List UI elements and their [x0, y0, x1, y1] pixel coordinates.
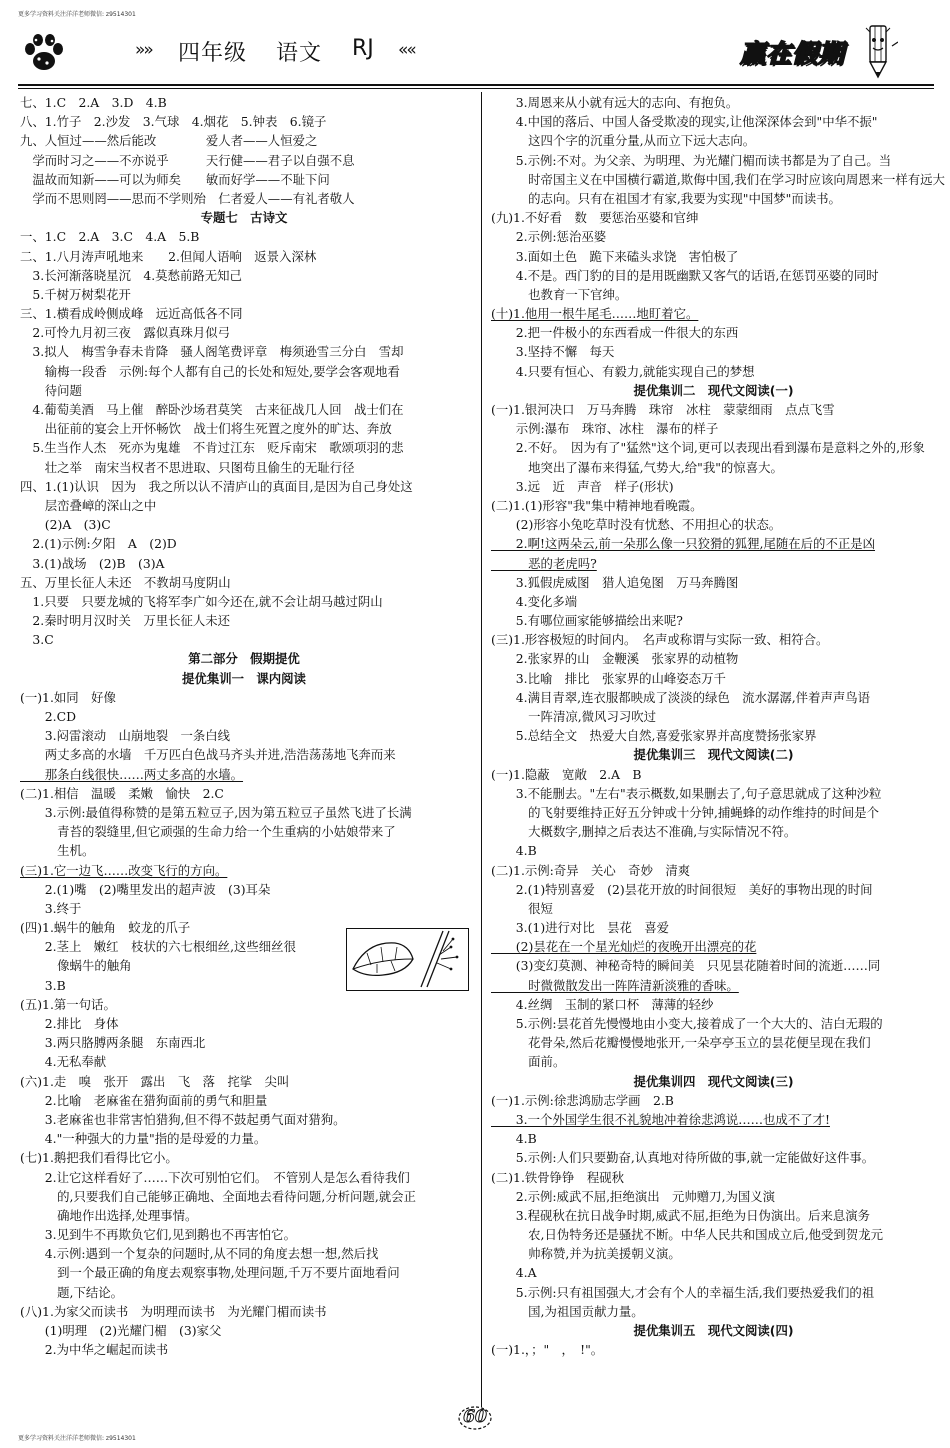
answer-line [20, 1321, 468, 1340]
answer-text: 2.排比 身体 [20, 1016, 119, 1031]
answer-text: 3.长河渐落晓星沉 4.莫愁前路无知己 [20, 267, 242, 283]
answer-line [491, 937, 936, 956]
answer-line [491, 247, 936, 266]
answer-text: 3.不能删去。"左右"表示概数,如果删去了,句子意思就成了这种沙粒 [491, 785, 882, 801]
answer-line [491, 1225, 936, 1244]
answer-text: 5.示例:人们只要勤奋,认真地对待所做的事,就一定能做好这件事。 [491, 1150, 875, 1166]
answer-text: 题,下结论。 [20, 1284, 124, 1300]
answer-line [20, 1244, 468, 1263]
answer-line [491, 630, 936, 649]
answer-text: 那条白线很快……两丈多高的水墙。 [20, 766, 244, 782]
answer-line [491, 112, 936, 131]
header-rule-thin [18, 88, 934, 89]
answer-text: (1)明理 (2)光耀门楣 (3)家父 [20, 1323, 222, 1338]
answer-line [491, 784, 936, 803]
answer-text: 生机。 [20, 843, 95, 859]
answer-line [20, 1033, 468, 1052]
answer-text: (四)1.蜗牛的触角 蛟龙的爪子 [20, 920, 191, 936]
answer-text: 4.满目青翠,连衣服都映成了淡淡的绿色 流水潺潺,伴着声声鸟语 [491, 689, 871, 705]
answer-text: 3.程砚秋在抗日战争时期,威武不屈,拒绝为日伪演出。后来息演务 [491, 1207, 871, 1223]
answer-line [20, 342, 468, 361]
answer-text: 2.张家界的山 金鞭溪 张家界的动植物 [491, 651, 739, 667]
answer-line [20, 899, 468, 918]
answer-text: 2.茎上 嫩红 枝状的六七根细丝,这些细丝很 [20, 939, 296, 955]
answer-line [491, 1263, 936, 1282]
answer-line [20, 995, 468, 1014]
answer-text: 的,只要我们自己能够正确地、全面地去看待问题,分析问题,就会正 [20, 1188, 416, 1204]
column-divider [481, 92, 482, 1407]
answer-line [20, 573, 468, 592]
answer-line [491, 1244, 936, 1263]
answer-line [491, 151, 936, 170]
answer-text: 2.(1)特别喜爱 (2)昙花开放的时间很短 美好的事物出现的时间 [491, 881, 873, 897]
answer-line [20, 247, 468, 266]
answer-text: (二)1.示例:奇异 关心 奇妙 清爽 [491, 862, 691, 878]
answer-line [491, 266, 936, 285]
answer-text: 2.示例:威武不屈,拒绝演出 元帅赠刀,为国义演 [491, 1188, 776, 1204]
answer-text: 大概数字,删掉之后表达不准确,与实际情况不符。 [491, 824, 797, 840]
answer-text: (一)1.如同 好像 [20, 689, 116, 705]
answer-text: 4.示例:遇到一个复杂的问题时,从不同的角度去想一想,然后找 [20, 1246, 379, 1262]
answer-line [20, 131, 468, 150]
answer-line [20, 1187, 468, 1206]
answer-line [20, 707, 468, 726]
answer-line [491, 649, 936, 668]
answer-text: 5.有哪位画家能够描绘出来呢? [491, 613, 683, 629]
answer-line [20, 726, 468, 745]
answer-line [20, 227, 468, 246]
answer-text: 4.中国的落后、中国人备受欺凌的现实,让他深深体会到"中华不振" [491, 114, 878, 130]
answer-line [491, 285, 936, 304]
answer-line [20, 266, 468, 285]
answer-text: 3.周恩来从小就有远大的志向、有抱负。 [491, 95, 739, 110]
answer-text: 地突出了瀑布来得猛,气势大,给"我"的惊喜大。 [491, 459, 783, 475]
answer-text: (一)1.银河决口 万马奔腾 珠帘 冰柱 蒙蒙细雨 点点飞雪 [491, 402, 835, 417]
answer-text: 二、1.八月涛声吼地来 2.但闻人语响 返景入深林 [20, 248, 317, 264]
answer-line [491, 438, 936, 457]
section-heading [491, 745, 936, 764]
answer-text: 3.见到牛不再欺负它们,见到鹅也不再害怕它。 [20, 1227, 296, 1243]
page-number: 60 [463, 1407, 487, 1427]
answer-line [20, 880, 468, 899]
answer-line [20, 765, 468, 784]
answer-line [20, 1283, 468, 1302]
answer-text: (三)1.形容极短的时间内。 名声或称谓与实际一致、相符合。 [491, 632, 829, 648]
answer-text: 时帝国主义在中国横行霸道,欺侮中国,我们在学习时应该向周恩来一样有远大 [491, 171, 945, 187]
answer-text: 2.让它这样看好了……下次可别怕它们。 不管别人是怎么看待我们 [20, 1169, 410, 1185]
answer-text: 3.终于 [20, 900, 82, 916]
answer-line [20, 1129, 468, 1148]
answer-text: 3.老麻雀也非常害怕猎狗,但不得不鼓起勇气面对猎狗。 [20, 1111, 346, 1127]
answer-line [491, 304, 936, 323]
brand-logo: 赢在假期 [740, 39, 845, 68]
answer-line [491, 1168, 936, 1187]
answer-line [491, 342, 936, 361]
answer-text: 3.远 近 声音 样子(形状) [491, 478, 674, 494]
answer-line [491, 669, 936, 688]
answer-text: 3.拟人 梅雪争春未肯降 骚人阁笔费评章 梅须逊雪三分白 雪却 [20, 344, 404, 360]
answer-line [20, 592, 468, 611]
answer-line [20, 189, 468, 208]
decorative-arrows-right: «« [398, 40, 415, 60]
answer-line [20, 1206, 468, 1225]
answer-line [491, 1283, 936, 1302]
left-column [20, 93, 468, 1359]
answer-line [491, 803, 936, 822]
answer-line [491, 1052, 936, 1071]
section-heading [20, 669, 468, 688]
section-heading [491, 1072, 936, 1091]
answer-line [20, 496, 468, 515]
answer-line [20, 1168, 468, 1187]
answer-text: 八、1.竹子 2.沙发 3.气球 4.烟花 5.钟表 6.镜子 [20, 114, 327, 130]
answer-text: 4.只要有恒心、有毅力,就能实现自己的梦想 [491, 363, 755, 379]
answer-text: 五、万里长征人未还 不教胡马度阴山 [20, 574, 231, 590]
answer-line [491, 688, 936, 707]
answer-text: 4.B [491, 1131, 537, 1147]
answer-text: 3.两只胳膊两条腿 东南西北 [20, 1035, 206, 1051]
answer-line [20, 170, 468, 189]
answer-line [20, 112, 468, 131]
answer-text: (2)A (3)C [20, 517, 111, 533]
answer-line [20, 458, 468, 477]
answer-text: 提优集训一 课内阅读 [182, 670, 306, 686]
answer-text: 1.只要 只要龙城的飞将军李广如今还在,就不会让胡马越过阴山 [20, 593, 383, 609]
answer-text: 2.可怜九月初三夜 露似真珠月似弓 [20, 325, 231, 341]
answer-line [20, 1225, 468, 1244]
answer-text: 3.比喻 排比 张家界的山峰姿态万千 [491, 670, 726, 686]
answer-line [491, 1148, 936, 1167]
answer-line [491, 956, 936, 975]
answer-line [20, 534, 468, 553]
answer-text: 到一个最正确的角度去观察事物,处理问题,千万不要片面地看问 [20, 1265, 400, 1281]
answer-line [491, 976, 936, 995]
answer-line [491, 189, 936, 208]
answer-text: 4.葡萄美酒 马上催 醉卧沙场君莫笑 古来征战几人回 战士们在 [20, 402, 404, 417]
subject-label: 语文 [276, 41, 323, 66]
answer-text: 3.示例:最值得称赞的是第五粒豆子,因为第五粒豆子虽然飞进了长满 [20, 804, 412, 820]
answer-text: 一阵清凉,微风习习吹过 [491, 709, 657, 724]
answer-text: 输梅一段香 示例:每个人都有自己的长处和短处,要学会客观地看 [20, 363, 400, 379]
answer-text: 4.A [491, 1265, 537, 1281]
answer-line [20, 1091, 468, 1110]
right-column [491, 93, 945, 1359]
answer-text: 专题七 古诗文 [200, 210, 288, 226]
answer-text: 国,为祖国贡献力量。 [491, 1303, 644, 1319]
answer-text: 4."一种强大的力量"指的是母爱的力量。 [20, 1131, 267, 1147]
answer-text: 面前。 [491, 1054, 566, 1070]
answer-text: 5.示例:昙花首先慢慢地由小变大,接着成了一个大大的、洁白无瑕的 [491, 1016, 883, 1031]
answer-line [491, 1129, 936, 1148]
answer-text: (二)1.铁骨铮铮 程砚秋 [491, 1169, 625, 1185]
page-number-badge [458, 1405, 492, 1431]
answer-text: (八)1.为家父而读书 为明理而读书 为光耀门楣而读书 [20, 1303, 327, 1319]
answer-line [491, 208, 936, 227]
answer-text: (2)昙花在一个星光灿烂的夜晚开出漂亮的花 [491, 939, 757, 955]
answer-text: 九、人恒过——然后能改 爱人者——人恒爱之 [20, 133, 318, 149]
answer-text: 提优集训五 现代文阅读(四) [633, 1323, 794, 1338]
answer-text: (一)1.隐蔽 宽敞 2.A B [491, 766, 642, 782]
answer-text: 2.为中华之崛起而读书 [20, 1342, 169, 1358]
answer-text: 恶的老虎吗? [491, 555, 597, 571]
answer-line [491, 534, 936, 553]
answer-line [20, 515, 468, 534]
answer-text: 提优集训三 现代文阅读(二) [633, 747, 794, 763]
answer-text: 5.千树万树梨花开 [20, 286, 131, 302]
answer-line [20, 554, 468, 573]
answer-text: 的飞射要维持正好五分钟或十分钟,捕蝇蜂的动作维持的时间是个 [491, 804, 880, 820]
answer-line [491, 1206, 936, 1225]
answer-text: 很短 [491, 900, 553, 916]
answer-text: 示例:瀑布 珠帘、冰柱 瀑布的样子 [491, 421, 719, 437]
answer-line [20, 381, 468, 400]
answer-text: (二)1.(1)形容"我"集中精神地看晚霞。 [491, 497, 703, 513]
answer-text: 帅称赞,并为抗美援朝义演。 [491, 1246, 681, 1262]
watermark-top: 更多学习资料关注洋洋老师微信: z9514301 [18, 11, 136, 18]
answer-line [20, 1052, 468, 1071]
section-heading [20, 649, 468, 668]
answer-text: 第二部分 假期提优 [188, 651, 300, 667]
answer-text: (一)1.示例:徐悲鸿励志学画 2.B [491, 1092, 674, 1108]
leaf-illustration [346, 928, 469, 991]
answer-line [20, 784, 468, 803]
answer-line [491, 707, 936, 726]
answer-text: 两丈多高的水墙 千万匹白色战马齐头并进,浩浩荡荡地飞奔而来 [20, 747, 396, 763]
answer-line [491, 611, 936, 630]
answer-text: 3.闷雷滚动 山崩地裂 一条白线 [20, 728, 231, 744]
answer-line [20, 611, 468, 630]
answer-text: 温故而知新——可以为师矣 敏而好学——不耻下问 [20, 171, 330, 187]
answer-line [20, 1340, 468, 1359]
answer-line [491, 515, 936, 534]
answer-text: 一、1.C 2.A 3.C 4.A 5.B [20, 229, 200, 245]
answer-text: 确地作出选择,处理事情。 [20, 1207, 198, 1223]
answer-line [491, 170, 945, 189]
answer-line [20, 477, 468, 496]
answer-line [491, 554, 936, 573]
section-heading [491, 1321, 936, 1340]
answer-line [491, 419, 936, 438]
answer-line [491, 1302, 936, 1321]
answer-line [491, 861, 936, 880]
answer-text: (九)1.不好看 数 要惩治巫婆和官绅 [491, 210, 699, 226]
answer-text: 2.比喻 老麻雀在猎狗面前的勇气和胆量 [20, 1092, 268, 1108]
answer-text: 花骨朵,然后花瓣慢慢地张开,一朵亭亭玉立的昙花便呈现在我们 [491, 1035, 871, 1051]
answer-line [20, 400, 468, 419]
answer-line [491, 899, 936, 918]
answer-text: 2.啊!这两朵云,前一朵那么像一只狡猾的狐狸,尾随在后的不正是凶 [491, 536, 876, 552]
answer-text: 这四个字的沉重分量,从而立下远大志向。 [491, 133, 756, 149]
answer-text: 学而时习之——不亦说乎 天行健——君子以自强不息 [20, 152, 355, 168]
answer-line [20, 93, 468, 112]
answer-line [491, 227, 936, 246]
answer-line [491, 592, 936, 611]
answer-text: 农,日伪特务还是骚扰不断。中华人民共和国成立后,他受到贺龙元 [491, 1227, 883, 1243]
answer-line [491, 573, 936, 592]
answer-line [491, 1187, 936, 1206]
answer-line [491, 400, 936, 419]
answer-line [491, 1033, 936, 1052]
answer-text: 3.C [20, 632, 54, 648]
answer-text: 3.一个外国学生很不礼貌地冲着徐悲鸿说……也成不了才! [491, 1111, 830, 1127]
answer-line [20, 1148, 468, 1167]
answer-text: 提优集训四 现代文阅读(三) [633, 1073, 794, 1089]
answer-text: 时微微散发出一阵阵清新淡雅的香味。 [491, 977, 739, 993]
answer-text: (二)1.相信 温暖 柔嫩 愉快 2.C [20, 785, 224, 801]
answer-text: 像蜗牛的触角 [20, 958, 132, 974]
paw-print-icon [22, 32, 66, 74]
answer-line [20, 688, 468, 707]
answer-line [491, 995, 936, 1014]
answer-line [491, 477, 936, 496]
answer-line [20, 841, 468, 860]
answer-text: (2)形容小兔吃草时没有忧愁、不用担心的状态。 [491, 517, 782, 533]
answer-text: 4.不是。西门豹的目的是用既幽默又客气的话语,在惩罚巫婆的同时 [491, 267, 879, 283]
answer-line [491, 496, 936, 515]
leaf-drawing-icon [347, 929, 468, 990]
answer-text: 4.B [491, 843, 537, 859]
answer-text: 待问题 [20, 382, 82, 398]
answer-text: (六)1.走 嗅 张开 露出 飞 落 挓挲 尖叫 [20, 1073, 290, 1089]
answer-text: 2.不好。 因为有了"猛然"这个词,更可以表现出看到瀑布是意料之外的,形象 [491, 440, 925, 456]
answer-text: 3.B [20, 977, 66, 993]
answer-line [491, 765, 936, 784]
answer-line [20, 151, 468, 170]
answer-line [491, 458, 936, 477]
answer-line [491, 1340, 936, 1359]
answer-line [20, 1072, 468, 1091]
answer-text: 2.把一件极小的东西看成一件很大的东西 [491, 325, 739, 341]
answer-line [20, 745, 468, 764]
answer-text: 5.示例:不对。为父亲、为明理、为光耀门楣而读书都是为了自己。当 [491, 152, 892, 168]
answer-text: 3.(1)战场 (2)B (3)A [20, 555, 165, 571]
answer-line [491, 822, 936, 841]
answer-line [20, 861, 468, 880]
answer-line [491, 1110, 936, 1129]
answer-line [20, 419, 468, 438]
answer-text: 3.坚持不懈 每天 [491, 344, 615, 360]
answer-text: 4.变化多端 [491, 593, 578, 609]
answer-line [20, 1302, 468, 1321]
answer-text: 出征前的宴会上开怀畅饮 战士们将生死置之度外的旷达、奔放 [20, 421, 392, 437]
answer-line [491, 93, 936, 112]
answer-text: 4.无私奉献 [20, 1054, 107, 1070]
section-heading [491, 381, 936, 400]
answer-text: (一)1.，；" ， !"。 [491, 1342, 604, 1358]
answer-text: 3.面如土色 跪下来磕头求饶 害怕极了 [491, 248, 739, 264]
answer-text: 层峦叠嶂的深山之中 [20, 497, 157, 513]
edition-label: RJ [352, 36, 374, 61]
answer-text: 2.CD [20, 709, 77, 724]
answer-text: 5.生当作人杰 死亦为鬼雄 不肯过江东 贬斥南宋 歌颂项羽的悲 [20, 440, 404, 456]
answer-text: (七)1.鹅把我们看得比它小。 [20, 1150, 178, 1166]
answer-text: 2.示例:惩治巫婆 [491, 229, 607, 245]
answer-text: 壮之举 南宋当权者不思进取、只图苟且偷生的无耻行径 [20, 459, 355, 475]
answer-line [20, 1110, 468, 1129]
answer-line [20, 630, 468, 649]
answer-line [491, 131, 936, 150]
answer-text: 提优集训二 现代文阅读(一) [633, 382, 794, 398]
answer-line [491, 918, 936, 937]
answer-line [491, 1091, 936, 1110]
answer-text: 学而不思则罔——思而不学则殆 仁者爱人——有礼者敬人 [20, 190, 355, 206]
answer-line [20, 362, 468, 381]
answer-text: 的志向。只有在祖国才有家,我要为实现"中国梦"而读书。 [491, 190, 841, 206]
watermark-bottom: 更多学习资料关注洋洋老师微信: z9514301 [18, 1435, 136, 1442]
answer-line [20, 438, 468, 457]
answer-text: (三)1.它一边飞……改变飞行的方向。 [20, 862, 228, 878]
answer-text: 5.示例:只有祖国强大,才会有个人的幸福生活,我们要热爱我们的祖 [491, 1284, 875, 1300]
page-header [0, 22, 950, 92]
answer-text: 3.狐假虎威图 猎人追兔图 万马奔腾图 [491, 574, 739, 590]
answer-text: 2.秦时明月汉时关 万里长征人未还 [20, 613, 231, 629]
answer-line [491, 362, 936, 381]
answer-text: 2.(1)示例:夕阳 A (2)D [20, 536, 177, 552]
answer-text: 七、1.C 2.A 3.D 4.B [20, 95, 167, 110]
answer-line [491, 841, 936, 860]
answer-line [491, 880, 936, 899]
grade-label: 四年级 [178, 41, 248, 66]
header-rule [18, 84, 934, 86]
answer-line [491, 323, 936, 342]
answer-line [20, 1014, 468, 1033]
answer-text: 5.总结全文 热爱大自然,喜爱张家界并高度赞扬张家界 [491, 728, 817, 744]
answer-line [20, 1263, 468, 1282]
answer-text: 4.丝绸 玉制的紧口杯 薄薄的轻纱 [491, 996, 714, 1012]
answer-text: 3.(1)进行对比 昙花 喜爱 [491, 920, 670, 936]
answer-text: (五)1.第一句话。 [20, 996, 116, 1012]
answer-text: (十)1.他用一根牛尾毛……地盯着它。 [491, 306, 699, 322]
answer-text: 四、1.(1)认识 因为 我之所以认不清庐山的真面目,是因为自己身处这 [20, 478, 413, 494]
answer-line [491, 1014, 936, 1033]
answer-line [491, 726, 936, 745]
answer-text: 青苔的裂缝里,但它顽强的生命力给一个生重病的小姑娘带来了 [20, 824, 396, 840]
answer-line [20, 822, 468, 841]
answer-line [20, 304, 468, 323]
pencil-mascot-icon [858, 22, 898, 80]
section-heading [20, 208, 468, 227]
answer-line [20, 285, 468, 304]
answer-text: 也教育一下官绅。 [491, 286, 628, 302]
answer-text: 三、1.横看成岭侧成峰 远近高低各不同 [20, 306, 243, 322]
decorative-arrows-left: »» [135, 40, 152, 60]
answer-line [20, 323, 468, 342]
answer-line [20, 803, 468, 822]
answer-text: 2.(1)嘴 (2)嘴里发出的超声波 (3)耳朵 [20, 881, 271, 897]
answer-text: (3)变幻莫测、神秘奇特的瞬间美 只见昙花随着时间的流逝……同 [491, 958, 881, 974]
